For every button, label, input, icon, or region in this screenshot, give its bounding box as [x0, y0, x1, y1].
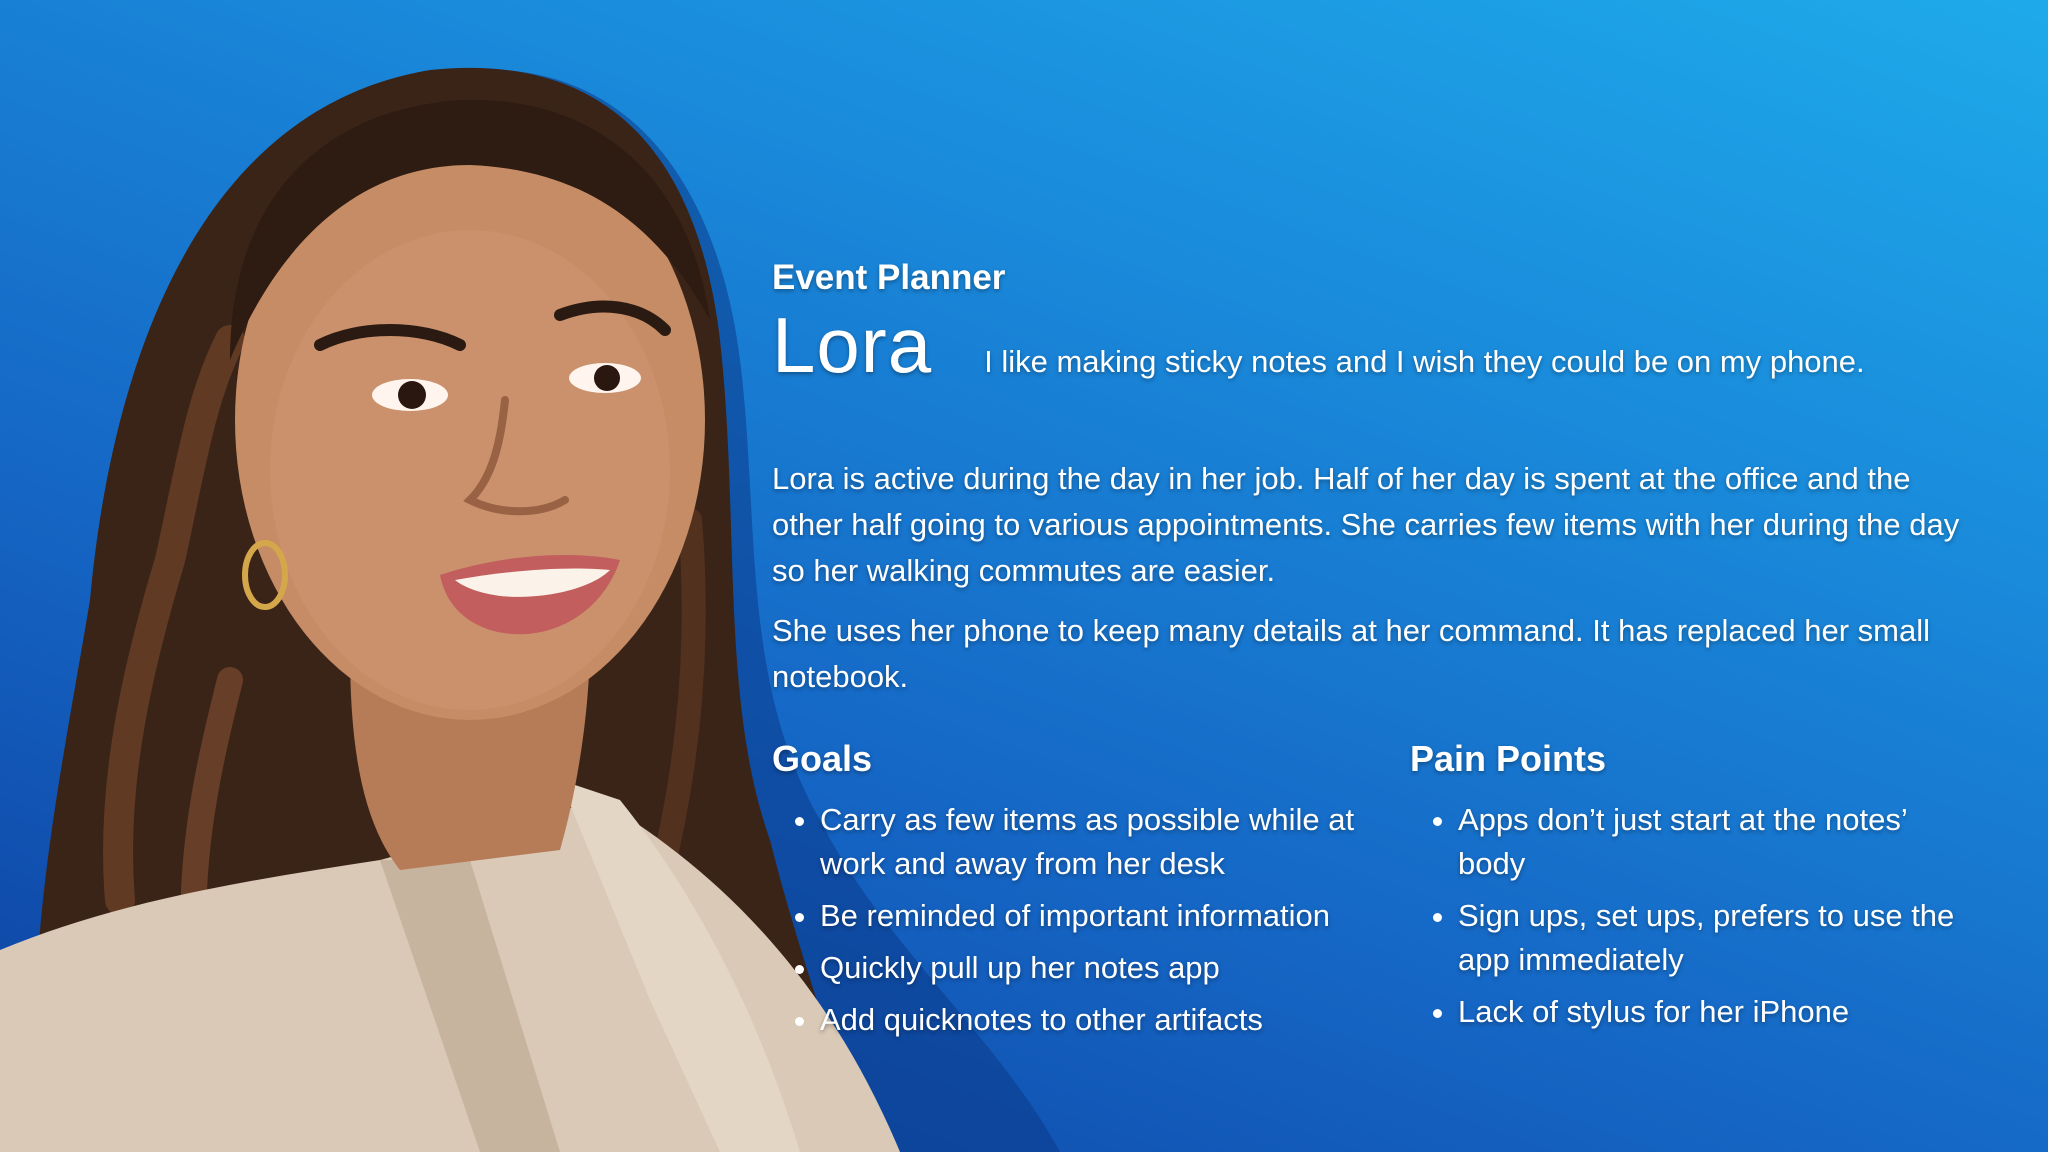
bio-paragraph: She uses her phone to keep many details at her command. It has replaced her small notebook.: [772, 613, 1930, 694]
pain-point-item: • Sign ups, set ups, prefers to use the app immediately: [1458, 894, 1978, 982]
goals-list: [772, 798, 1360, 1042]
persona-quote: I like making sticky notes and I wish they could be on my phone.: [984, 344, 1865, 379]
pain-point-item: • Lack of stylus for her iPhone: [1458, 990, 1978, 1034]
persona-role: Event Planner: [772, 258, 1006, 297]
pain-points-section: [1410, 734, 1970, 1050]
pain-point-item: • Apps don’t just start at the notes’ body: [1458, 798, 1978, 886]
persona-name: Lora: [772, 301, 933, 389]
persona-bio: [772, 456, 1972, 700]
persona-lists: [772, 734, 2012, 1050]
goal-item: • Quickly pull up her notes app: [820, 946, 1360, 990]
goals-section: [772, 734, 1410, 1050]
pain-points-list: [1410, 798, 1978, 1034]
pain-points-title: Pain Points: [1410, 738, 1607, 779]
bio-paragraph: Lora is active during the day in her job. Half of her day is spent at the office and the other half going to various appointments. She carries few items with her during the day so her walking commutes are easier.: [772, 461, 1960, 588]
persona-name-row: [772, 300, 1972, 390]
goals-title: Goals: [772, 738, 873, 779]
goal-item: • Be reminded of important information: [820, 894, 1360, 938]
goal-item: • Carry as few items as possible while at work and away from her desk: [820, 798, 1360, 886]
goal-item: • Add quicknotes to other artifacts: [820, 998, 1360, 1042]
persona-header: [772, 256, 1972, 714]
